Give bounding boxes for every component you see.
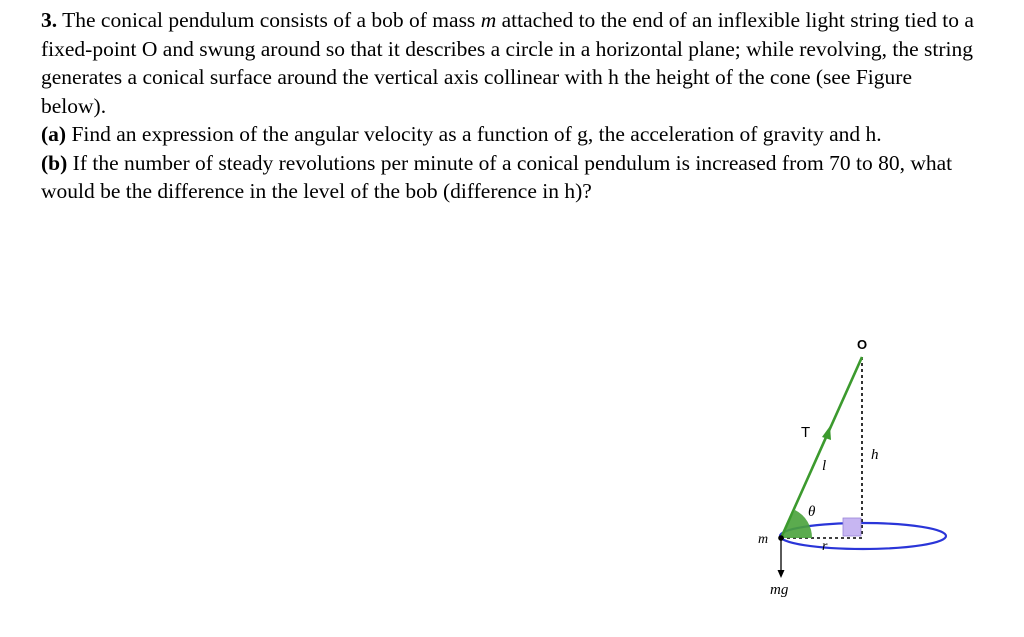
height-label: h [871,447,879,463]
mass-label: m [758,532,769,547]
weight-arrowhead [778,570,785,578]
weight-label: mg [770,582,789,598]
intro-text-1: The conical pendulum consists of a bob of mass [57,8,481,32]
tension-label: T [801,424,811,441]
part-b-text: If the number of steady revolutions per minute of a conical pendulum is increased from 70 to 80, what would be the difference in the level of the bob (difference in h)? [41,150,953,203]
problem-number: 3. [41,8,58,32]
length-label: l [822,458,827,474]
tension-arrowhead [822,426,831,440]
intro-text-2: attached to the end of an inflexible light string tied to a fixed-point O and swung around so that it describes a circle in a horizontal plane; while revolving, the string generates a conical surface around the vertical axis collinear with h the height of the cone (see Figure below). [41,8,974,118]
mass-symbol: m [480,8,497,32]
part-a-label: (a) [41,122,67,146]
pivot-label: O [857,337,868,352]
right-angle-marker [843,518,861,536]
part-a-text: Find an expression of the angular velocity as a function of g, the acceleration of gravity and h. [66,122,882,146]
bob [778,535,784,541]
part-b-label: (b) [41,150,68,175]
radius-label: r [822,539,828,554]
angle-label: θ [808,504,816,520]
